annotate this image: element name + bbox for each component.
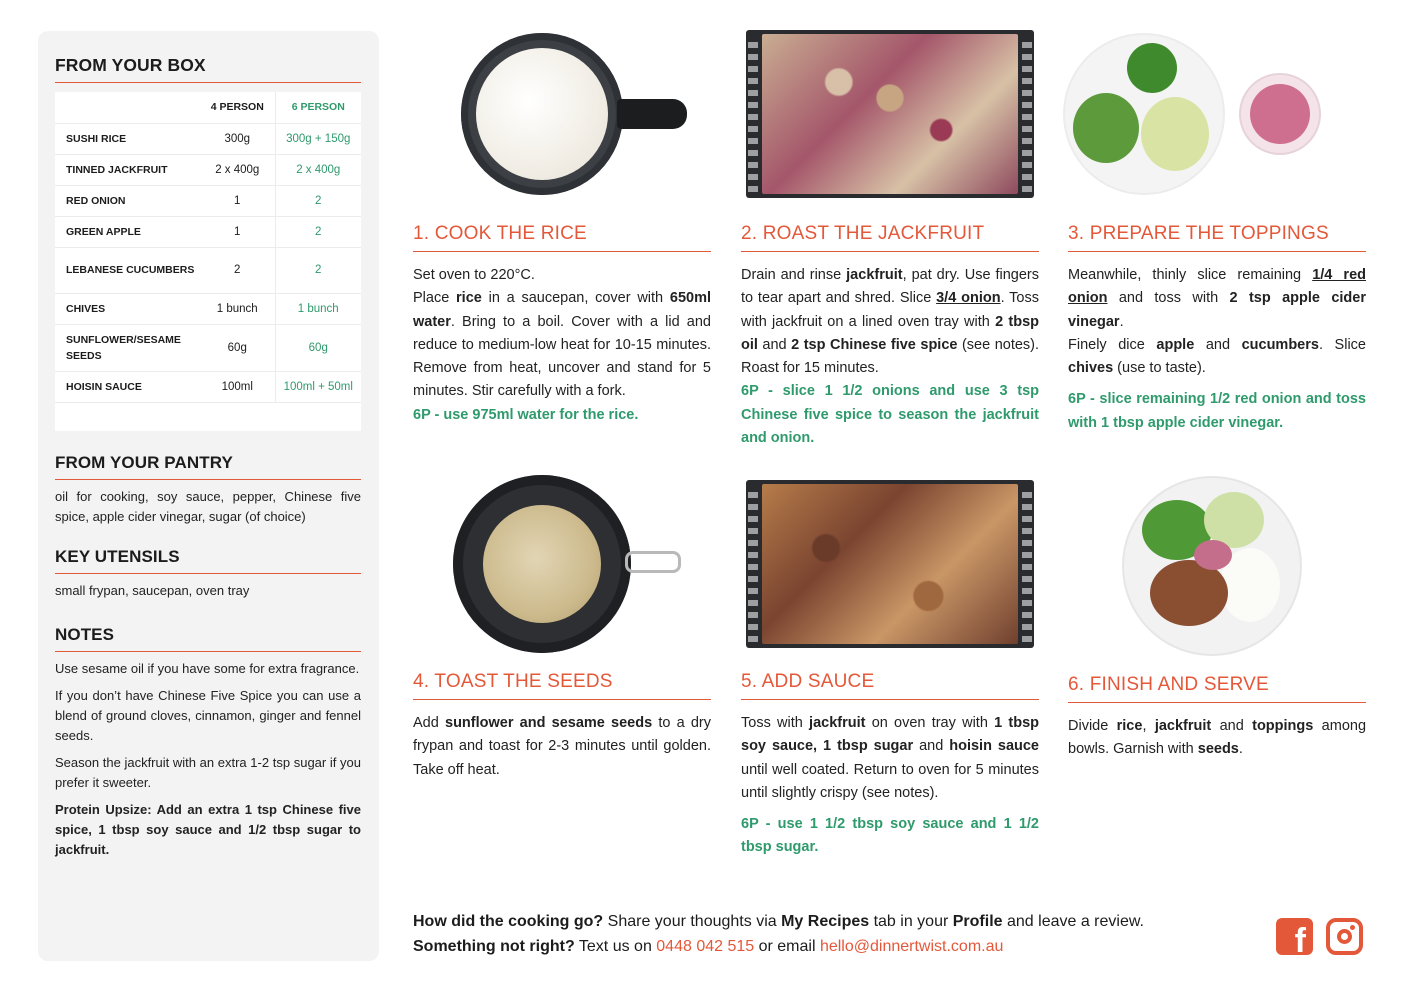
pickled-onion-dish-image <box>1241 75 1319 153</box>
note-item: Use sesame oil if you have some for extra fragrance. <box>55 661 360 676</box>
table-row <box>55 216 361 247</box>
step-1-6p-note: 6P - use 975ml water for the rice. <box>413 406 639 423</box>
qty-4: 300g <box>200 123 275 154</box>
step-3-title: 3. PREPARE THE TOPPINGS <box>1068 223 1366 252</box>
step-6 <box>1068 480 1366 762</box>
step-5-body: Toss with jackfruit on oven tray with 1 tbsp soy sauce, 1 tbsp sugar and hoisin sauce until well coated. Return to oven for 5 minutes until slightly crispy (see notes). 6P - use 1 1/2 tbsp soy sauce and 1 1/2 tbsp sugar. <box>741 712 1039 860</box>
step-4 <box>413 480 711 782</box>
step-3-6p-note: 6P - slice remaining 1/2 red onion and toss with 1 tbsp apple cider vinegar. <box>1068 391 1366 431</box>
qty-6: 2 <box>275 216 361 247</box>
qty-6: 60g <box>275 324 361 371</box>
oven-tray-sauced-jackfruit-image <box>746 480 1034 648</box>
step-3-body: Meanwhile, thinly slice remaining 1/4 red onion and toss with 2 tsp apple cider vinegar. Finely dice apple and cucumbers. Slice chives (use to taste). 6P - slice remaining 1/2 red onion and toss with 1 tbsp apple cider vinegar. <box>1068 264 1366 435</box>
ingredient-name: TINNED JACKFRUIT <box>55 154 200 185</box>
notes-section <box>55 625 361 860</box>
qty-6: 1 bunch <box>275 293 361 324</box>
note-item-protein-upsize: Protein Upsize: Add an extra 1 tsp Chinese five spice, 1 tbsp soy sauce and 1/2 tbsp sugar to jackfruit. <box>55 802 361 857</box>
step-5-photo <box>741 480 1039 648</box>
step-6-title: 6. FINISH AND SERVE <box>1068 674 1366 703</box>
ingredient-name: RED ONION <box>55 185 200 216</box>
utensils-section <box>55 547 361 601</box>
qty-6: 300g + 150g <box>275 123 361 154</box>
note-item: Season the jackfruit with an extra 1-2 tsp sugar if you prefer it sweeter. <box>55 755 361 790</box>
note-item: If you don’t have Chinese Five Spice you can use a blend of ground cloves, cinnamon, ginger and fennel seeds. <box>55 688 361 743</box>
qty-6: 2 x 400g <box>275 154 361 185</box>
step-1-title: 1. COOK THE RICE <box>413 223 711 252</box>
ingredient-name: LEBANESE CUCUMBERS <box>55 247 200 293</box>
qty-4: 60g <box>200 324 275 371</box>
table-row <box>55 185 361 216</box>
step-5-6p-note: 6P - use 1 1/2 tbsp soy sauce and 1 1/2 tbsp sugar. <box>741 816 1039 856</box>
instagram-icon[interactable] <box>1326 918 1363 955</box>
oven-tray-jackfruit-image <box>746 30 1034 198</box>
qty-4: 1 bunch <box>200 293 275 324</box>
ingredient-name: SUSHI RICE <box>55 123 200 154</box>
qty-4: 1 <box>200 185 275 216</box>
utensils-heading: KEY UTENSILS <box>55 547 361 574</box>
table-row <box>55 247 361 293</box>
pantry-heading: FROM YOUR PANTRY <box>55 453 361 480</box>
toppings-plate-image <box>1065 35 1223 193</box>
pantry-section <box>55 453 361 527</box>
ingredient-name: HOISIN SAUCE <box>55 371 200 402</box>
step-2-photo <box>741 30 1039 198</box>
saucepan-rice-image <box>461 33 623 195</box>
step-2-6p-note: 6P - slice 1 1/2 onions and use 3 tsp Chinese five spice to season the jackfruit and onion. <box>741 383 1039 447</box>
table-row <box>55 293 361 324</box>
table-header-row <box>55 92 361 123</box>
ingredient-name: CHIVES <box>55 293 200 324</box>
table-row <box>55 371 361 402</box>
ingredient-name: SUNFLOWER/SESAME SEEDS <box>55 324 200 371</box>
feedback-footer <box>413 909 1144 959</box>
qty-4: 1 <box>200 216 275 247</box>
step-1 <box>413 30 711 427</box>
frypan-seeds-image <box>453 475 631 653</box>
qty-4: 2 x 400g <box>200 154 275 185</box>
step-6-body: Divide rice, jackfruit and toppings among bowls. Garnish with seeds. <box>1068 718 1367 758</box>
support-line: Something not right? Text us on 0448 042 515 or email hello@dinnertwist.com.au <box>413 938 1004 955</box>
table-row <box>55 324 361 371</box>
feedback-line: How did the cooking go? Share your thoughts via My Recipes tab in your Profile and leave a review. <box>413 913 1144 930</box>
step-2 <box>741 30 1039 450</box>
step-4-title: 4. TOAST THE SEEDS <box>413 671 711 700</box>
table-row <box>55 154 361 185</box>
step-1-body: Set oven to 220°C. Place rice in a saucepan, cover with 650ml water. Bring to a boil. Cover with a lid and reduce to medium-low heat for 10-15 minutes. Remove from heat, uncover and stand for 5 minutes. Stir carefully with a fork. 6P - use 975ml water for the rice. <box>413 264 711 427</box>
from-your-box-heading: FROM YOUR BOX <box>55 55 361 83</box>
pantry-text: oil for cooking, soy sauce, pepper, Chinese five spice, apple cider vinegar, sugar (of choice) <box>55 489 361 524</box>
facebook-icon[interactable]: f <box>1276 918 1313 955</box>
col-4-person: 4 PERSON <box>200 92 275 123</box>
step-4-photo <box>413 480 711 648</box>
col-6-person: 6 PERSON <box>275 92 361 123</box>
step-4-body: Add sunflower and sesame seeds to a dry frypan and toast for 2-3 minutes until golden. Take off heat. <box>413 715 711 778</box>
ingredients-sidebar <box>38 31 379 961</box>
step-1-photo <box>413 30 711 198</box>
phone-link[interactable]: 0448 042 515 <box>656 938 755 955</box>
table-row <box>55 123 361 154</box>
step-2-title: 2. ROAST THE JACKFRUIT <box>741 223 1039 252</box>
qty-6: 2 <box>275 185 361 216</box>
step-3-photo <box>1068 30 1366 198</box>
email-link[interactable]: hello@dinnertwist.com.au <box>819 938 1004 955</box>
ingredients-table <box>55 92 361 431</box>
qty-6: 100ml + 50ml <box>275 371 361 402</box>
qty-4: 100ml <box>200 371 275 402</box>
qty-4: 2 <box>200 247 275 293</box>
qty-6: 2 <box>275 247 361 293</box>
finished-bowl-image <box>1124 478 1300 654</box>
step-3 <box>1068 30 1366 435</box>
step-5-title: 5. ADD SAUCE <box>741 671 1039 700</box>
step-5 <box>741 480 1039 860</box>
notes-heading: NOTES <box>55 625 361 652</box>
step-2-body: Drain and rinse jackfruit, pat dry. Use fingers to tear apart and shred. Slice 3/4 onion. Toss with jackfruit on a lined oven tray with 2 tbsp oil and 2 tsp Chinese five spice (see notes). Roast for 15 minutes. 6P - slice 1 1/2 onions and use 3 tsp Chinese five spice to season the jackfruit and onion. <box>741 264 1039 450</box>
ingredient-name: GREEN APPLE <box>55 216 200 247</box>
utensils-text: small frypan, saucepan, oven tray <box>55 583 250 598</box>
step-6-photo <box>1068 480 1366 652</box>
